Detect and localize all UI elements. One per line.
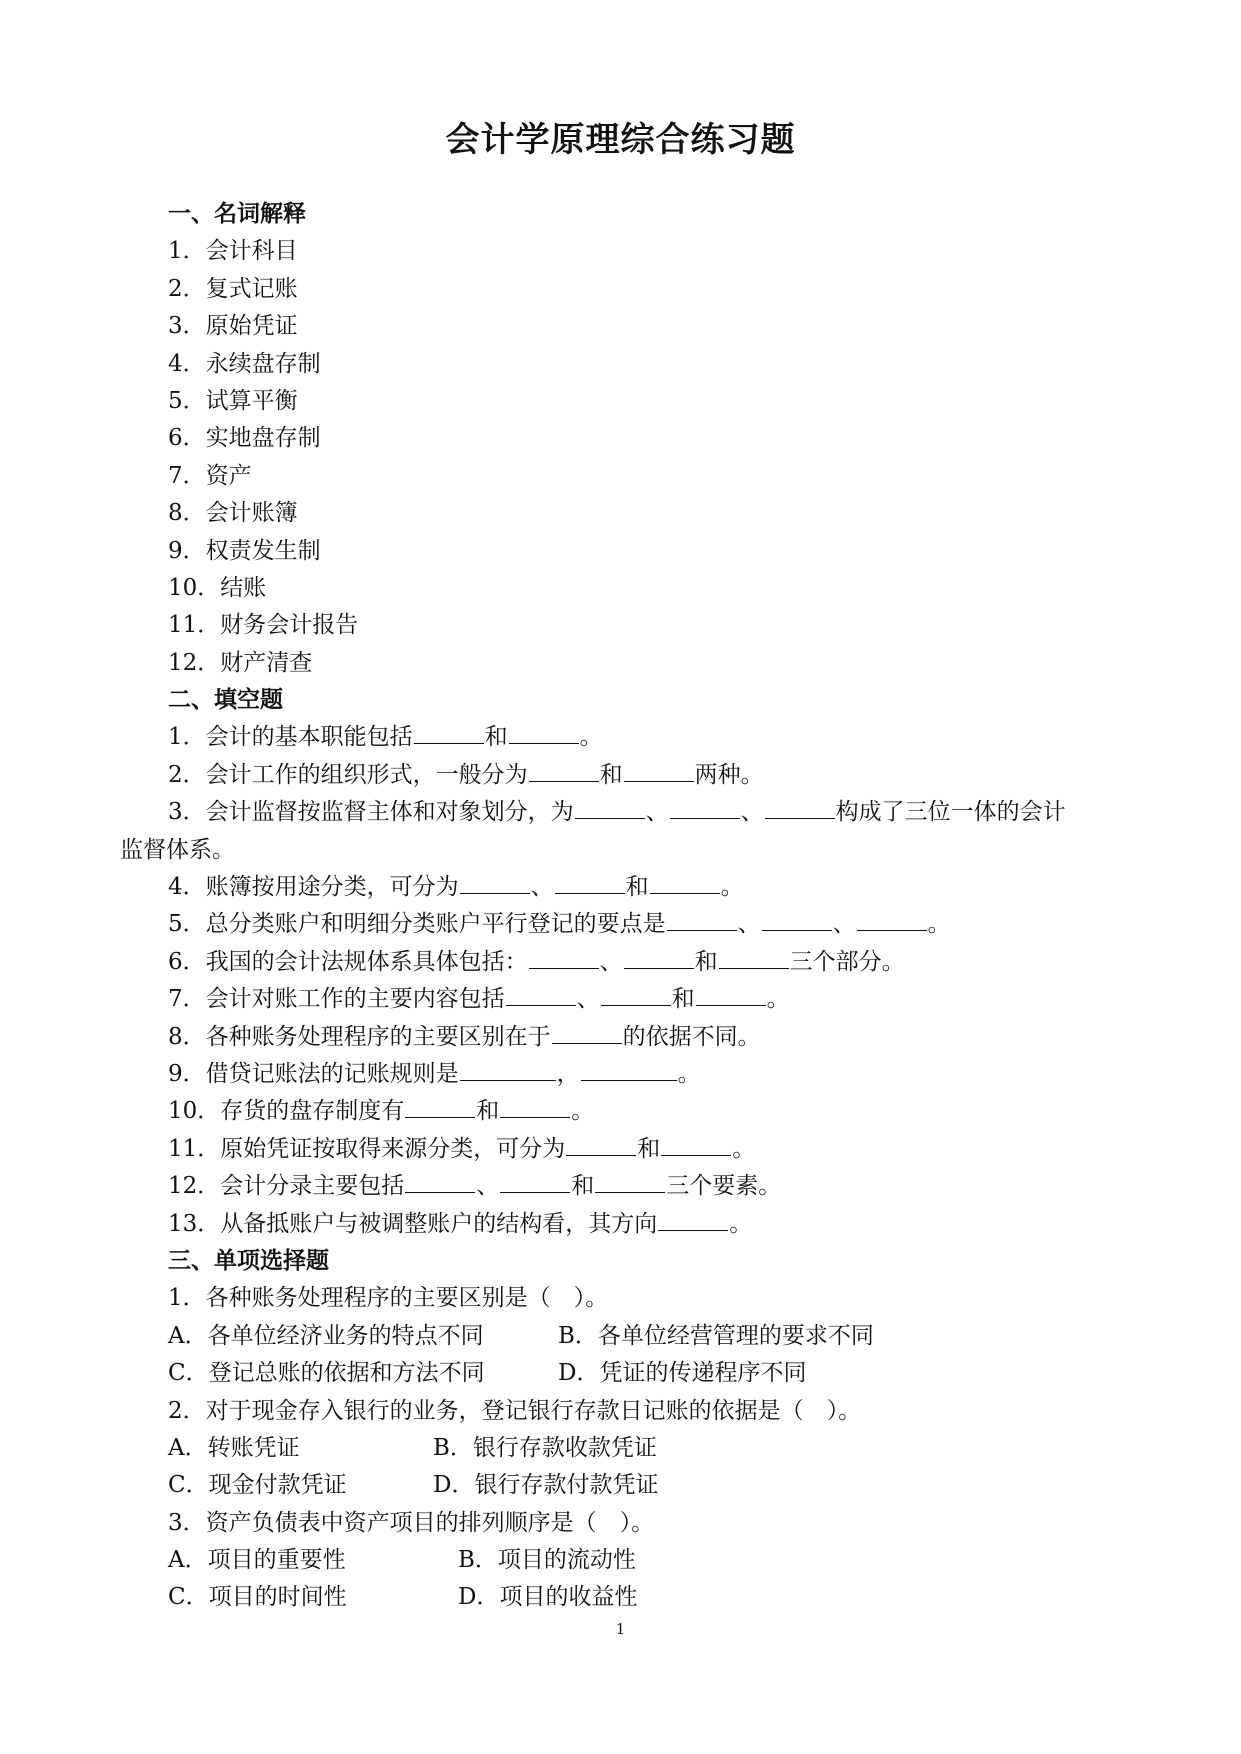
question-text: 、 xyxy=(740,799,764,826)
fill-question xyxy=(120,1131,1130,1168)
question-text: 5．总分类账户和明细分类账户平行登记的要点是 xyxy=(168,911,666,938)
question-text: 13．从备抵账户与被调整账户的结构看，其方向 xyxy=(168,1210,658,1237)
question-text: 和 xyxy=(599,761,623,788)
choice-option: B．银行存款收款凭证 xyxy=(433,1434,657,1461)
list-item: 3．原始凭证 xyxy=(168,313,298,340)
question-text: 两种。 xyxy=(694,761,764,788)
question-text: 。 xyxy=(571,1098,595,1125)
question-text: 、 xyxy=(530,874,554,901)
question-text: ， xyxy=(556,1060,580,1087)
question-text: 和 xyxy=(637,1135,661,1162)
question-text: 。 xyxy=(729,1210,753,1237)
question-text: 、 xyxy=(832,911,856,938)
question-text: 和 xyxy=(671,986,695,1013)
choice-question-stem: 1．各种账务处理程序的主要区别是（ ）。 xyxy=(168,1285,609,1312)
choice-options-row xyxy=(120,1318,1130,1355)
list-item: 9．权责发生制 xyxy=(168,537,321,564)
answer-blank xyxy=(552,1021,622,1044)
question-text: 的依据不同。 xyxy=(622,1023,761,1050)
question-text: 和 xyxy=(484,724,508,751)
choice-options-row xyxy=(120,1430,1130,1467)
question-text: 和 xyxy=(694,948,718,975)
question-text: 。 xyxy=(720,874,744,901)
answer-blank xyxy=(405,1095,475,1118)
choice-options-row xyxy=(120,1542,1130,1579)
question-text: 2．会计工作的组织形式，一般分为 xyxy=(168,761,528,788)
choice-option: D．项目的收益性 xyxy=(458,1584,638,1611)
question-text: 9．借贷记账法的记账规则是 xyxy=(168,1060,459,1087)
choice-option: A．项目的重要性 xyxy=(168,1547,346,1574)
question-text: 三个部分。 xyxy=(789,948,905,975)
question-text: 10．存货的盘存制度有 xyxy=(168,1098,405,1125)
choice-options-row xyxy=(120,1355,1130,1392)
choice-option: A．各单位经济业务的特点不同 xyxy=(168,1322,484,1349)
answer-blank xyxy=(566,1133,636,1156)
list-item: 2．复式记账 xyxy=(168,275,298,302)
choice-option: B．项目的流动性 xyxy=(458,1547,636,1574)
answer-blank xyxy=(529,759,599,782)
question-text: 。 xyxy=(677,1060,701,1087)
list-item: 4．永续盘存制 xyxy=(168,350,321,377)
fill-question xyxy=(120,719,1130,756)
fill-question xyxy=(120,944,1130,981)
answer-blank xyxy=(575,796,645,819)
question-text: 。 xyxy=(927,911,951,938)
answer-blank xyxy=(658,1208,728,1231)
list-item: 11．财务会计报告 xyxy=(168,612,359,639)
answer-blank xyxy=(581,1058,677,1081)
answer-blank xyxy=(405,1170,475,1193)
answer-blank xyxy=(555,871,625,894)
choice-option: D．银行存款付款凭证 xyxy=(433,1472,659,1499)
answer-blank xyxy=(506,983,576,1006)
answer-blank xyxy=(500,1170,570,1193)
section-heading-definitions: 一、名词解释 xyxy=(168,201,306,227)
question-text: 4．账簿按用途分类，可分为 xyxy=(168,874,459,901)
question-continuation: 监督体系。 xyxy=(120,836,235,863)
section-heading-single-choice: 三、单项选择题 xyxy=(168,1247,329,1274)
answer-blank xyxy=(529,946,599,969)
question-text: 7．会计对账工作的主要内容包括 xyxy=(168,986,505,1013)
choice-question-stem: 3．资产负债表中资产项目的排列顺序是（ ）。 xyxy=(168,1509,655,1536)
answer-blank xyxy=(414,721,484,744)
choice-question-stem: 2．对于现金存入银行的业务，登记银行存款日记账的依据是（ ）。 xyxy=(168,1397,862,1424)
list-item: 12．财产清查 xyxy=(168,649,313,676)
fill-question xyxy=(120,1093,1130,1130)
fill-question xyxy=(120,1019,1130,1056)
question-text: 。 xyxy=(766,986,790,1013)
question-text: 3．会计监督按监督主体和对象划分，为 xyxy=(168,799,574,826)
section-heading-fill-in: 二、填空题 xyxy=(168,687,283,714)
answer-blank xyxy=(696,983,766,1006)
fill-question xyxy=(120,981,1130,1018)
choice-option: C．现金付款凭证 xyxy=(168,1472,347,1499)
question-text: 8．各种账务处理程序的主要区别在于 xyxy=(168,1023,551,1050)
fill-question xyxy=(120,906,1130,943)
choice-options-row xyxy=(120,1579,1130,1616)
answer-blank xyxy=(857,908,927,931)
answer-blank xyxy=(667,908,737,931)
answer-blank xyxy=(601,983,671,1006)
question-text: 。 xyxy=(579,724,603,751)
question-text: 构成了三位一体的会计 xyxy=(835,799,1066,826)
choice-option: C．登记总账的依据和方法不同 xyxy=(168,1360,485,1387)
fill-question xyxy=(120,1056,1130,1093)
answer-blank xyxy=(765,796,835,819)
fill-question xyxy=(120,794,1130,831)
choice-option: A．转账凭证 xyxy=(168,1434,300,1461)
question-text: 1．会计的基本职能包括 xyxy=(168,724,413,751)
fill-question xyxy=(120,1206,1130,1243)
answer-blank xyxy=(719,946,789,969)
choice-options-row xyxy=(120,1467,1130,1504)
list-item: 6．实地盘存制 xyxy=(168,425,321,452)
fill-question xyxy=(120,869,1130,906)
question-text: 和 xyxy=(476,1098,500,1125)
question-text: 和 xyxy=(625,874,649,901)
document-body xyxy=(120,196,1130,1617)
question-text: 11．原始凭证按取得来源分类，可分为 xyxy=(168,1135,566,1162)
question-text: 12．会计分录主要包括 xyxy=(168,1173,405,1200)
question-text: 、 xyxy=(737,911,761,938)
choice-option: D．凭证的传递程序不同 xyxy=(558,1360,807,1387)
answer-blank xyxy=(595,1170,665,1193)
question-text: 。 xyxy=(732,1135,756,1162)
answer-blank xyxy=(762,908,832,931)
answer-blank xyxy=(624,946,694,969)
list-item: 8．会计账簿 xyxy=(168,500,298,527)
list-item: 7．资产 xyxy=(168,462,252,489)
document-title: 会计学原理综合练习题 xyxy=(445,120,796,160)
question-text: 和 xyxy=(571,1173,595,1200)
answer-blank xyxy=(624,759,694,782)
answer-blank xyxy=(661,1133,731,1156)
question-text: 、 xyxy=(599,948,623,975)
page-number: 1 xyxy=(615,1620,626,1638)
answer-blank xyxy=(650,871,720,894)
question-text: 、 xyxy=(645,799,669,826)
question-text: 、 xyxy=(576,986,600,1013)
question-text: 6．我国的会计法规体系具体包括： xyxy=(168,948,528,975)
list-item: 1．会计科目 xyxy=(168,238,298,265)
answer-blank xyxy=(670,796,740,819)
answer-blank xyxy=(509,721,579,744)
list-item: 10．结账 xyxy=(168,574,267,601)
choice-option: C．项目的时间性 xyxy=(168,1584,347,1611)
question-text: 三个要素。 xyxy=(666,1173,782,1200)
answer-blank xyxy=(460,871,530,894)
list-item: 5．试算平衡 xyxy=(168,387,298,414)
answer-blank xyxy=(500,1095,570,1118)
fill-question xyxy=(120,1168,1130,1205)
choice-option: B．各单位经营管理的要求不同 xyxy=(558,1322,874,1349)
question-text: 、 xyxy=(476,1173,500,1200)
answer-blank xyxy=(460,1058,556,1081)
fill-question xyxy=(120,757,1130,794)
